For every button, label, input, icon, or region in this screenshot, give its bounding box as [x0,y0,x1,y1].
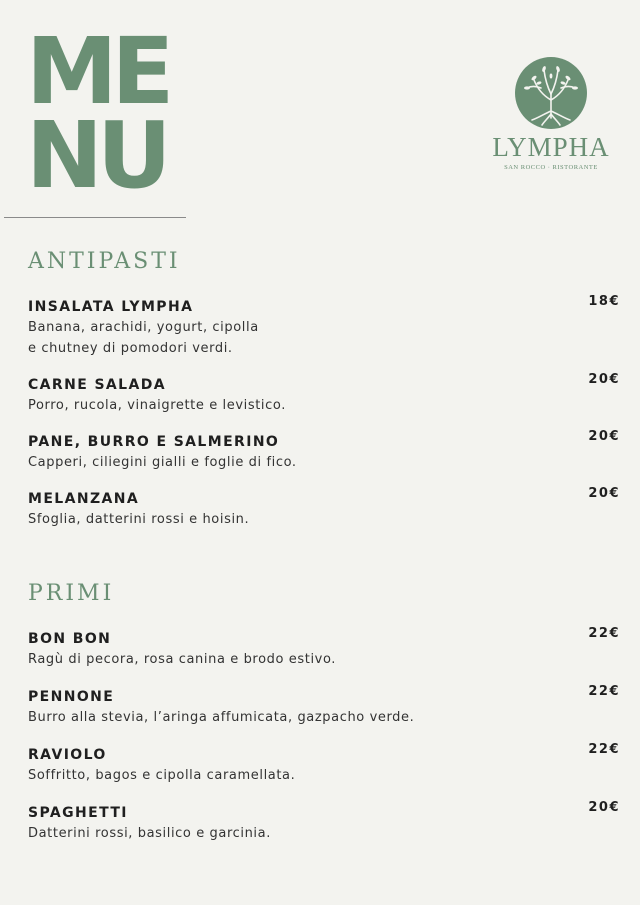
tree-icon [514,56,588,130]
menu-title-line-1: ME [26,18,169,125]
menu-item [28,486,620,530]
menu-title-line-2: NU [26,102,166,209]
item-price: 22€ [588,626,620,641]
menu-item [28,429,620,473]
item-name: MELANZANA [28,491,140,507]
logo-name: LYMPHA [492,132,610,162]
item-name: SPAGHETTI [28,805,128,821]
item-description: Porro, rucola, vinaigrette e levistico. [28,398,286,413]
item-price: 20€ [588,372,620,387]
logo-tagline: SAN ROCCO · RISTORANTE [504,164,598,171]
item-price: 18€ [588,294,620,309]
item-description: e chutney di pomodori verdi. [28,341,233,356]
menu-item [28,742,620,786]
item-name: PENNONE [28,689,115,705]
item-description: Ragù di pecora, rosa canina e brodo estivo. [28,652,337,667]
item-name: RAVIOLO [28,747,107,763]
item-name: CARNE SALADA [28,377,166,393]
menu-item [28,800,620,844]
item-price: 20€ [588,486,620,501]
item-price: 22€ [588,684,620,699]
item-description: Capperi, ciliegini gialli e foglie di fico. [28,455,297,470]
item-price: 22€ [588,742,620,757]
item-name: BON BON [28,631,112,647]
menu-item [28,294,620,359]
menu-item [28,372,620,416]
item-description: Sfoglia, datterini rossi e hoisin. [28,512,250,527]
menu-item [28,626,620,670]
item-description: Banana, arachidi, yogurt, cipolla [28,320,259,335]
section-title-primi: PRIMI [28,581,115,606]
item-price: 20€ [588,800,620,815]
item-name: PANE, BURRO E SALMERINO [28,434,280,450]
section-title-antipasti: ANTIPASTI [28,249,181,274]
item-description: Datterini rossi, basilico e garcinia. [28,826,271,841]
item-description: Burro alla stevia, l’aringa affumicata, gazpacho verde. [28,710,415,725]
title-divider [4,217,186,218]
item-name: INSALATA LYMPHA [28,299,194,315]
item-price: 20€ [588,429,620,444]
menu-item [28,684,620,728]
item-description: Soffritto, bagos e cipolla caramellata. [28,768,296,783]
restaurant-logo [480,56,622,171]
